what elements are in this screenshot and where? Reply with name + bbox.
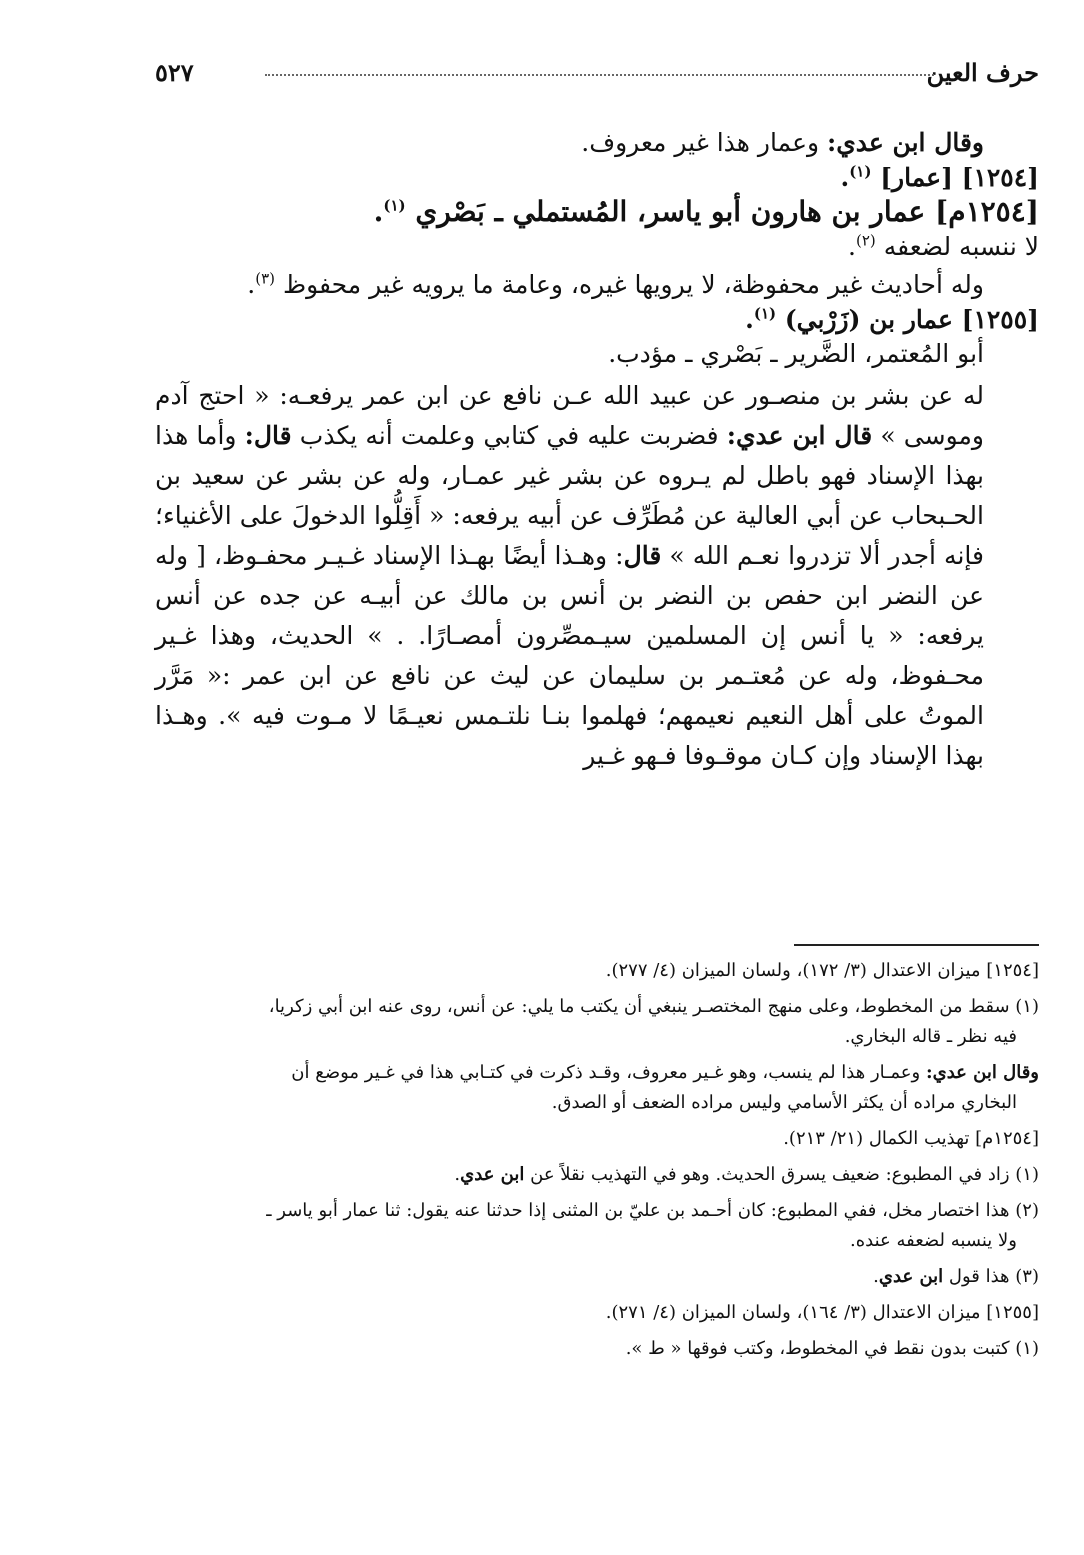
footnote-7-text: (٣) هذا قول — [943, 1266, 1039, 1287]
footnote-2-cont: فيه نظر ـ قاله البخاري. — [844, 1026, 1017, 1047]
page-number: ٥٢٧ — [155, 58, 194, 87]
entry-1254m-title: [١٢٥٤م] عمار بن هارون أبو ياسر، المُستملي ـ بَصْري — [415, 195, 1039, 228]
running-title: حرف العين — [926, 58, 1039, 87]
footnote-8: [١٢٥٥] ميزان الاعتدال (٣/ ١٦٤)، ولسان الميزان (٤/ ٢٧١). — [605, 1302, 1039, 1323]
footnote-3-bold: وقال ابن عدي: — [925, 1062, 1039, 1083]
entry-1254: [١٢٥٤] [عمار] $^{(١)}$. — [840, 162, 1039, 192]
main-line-7: أبو المُعتمر، الضَّرير ـ بَصْري ـ مؤدب. — [608, 339, 984, 368]
footnote-3 — [155, 1058, 1039, 1118]
entry-1254-title: [١٢٥٤] [عمار] — [880, 162, 1039, 192]
para-a: له عن بشر بن منصـور عن عبيد الله عـن نافع عن ابن عمر يرفعـه: « احتج آدم وموسى » — [155, 380, 984, 450]
footnote-5 — [155, 1160, 1039, 1190]
main-line-5: وله أحاديث غير محفوظة، لا يرويها غيره، وعامة ما يرويه غير محفوظ $^{(٣)}$. — [247, 269, 984, 299]
para-d: قال: — [244, 420, 292, 450]
footnote-5-end: . — [454, 1164, 461, 1185]
entry-1254m: [١٢٥٤م] عمار بن هارون أبو ياسر، المُستملي ـ بَصْري $^{(١)}$. — [373, 195, 1039, 228]
main-paragraph — [155, 376, 1039, 776]
footnote-6-text: (٢) هذا اختصار مخل، ففي المطبوع: كان أحـمد بن عليّ بن المثنى إذا حدثنا عنه يقول: ثنا عمار أبو ياسر ـ — [266, 1200, 1039, 1221]
footnote-6-cont: ولا ينسبه لضعفه عنده. — [849, 1230, 1017, 1251]
page-header — [155, 58, 1039, 98]
main-line-4: لا ننسبه لضعفه $^{(٢)}$. — [848, 231, 1039, 261]
main-line-4-note: (٢) — [855, 231, 876, 250]
para-f: قال — [623, 540, 662, 570]
speaker-label: وقال ابن عدي: — [827, 128, 984, 157]
entry-1255-note: (١) — [753, 304, 777, 323]
footnote-4: [١٢٥٤م] تهذيب الكمال (٢١/ ٢١٣). — [783, 1128, 1039, 1149]
main-text — [155, 126, 1039, 776]
footnote-7 — [155, 1262, 1039, 1292]
main-line-5-note: (٣) — [255, 269, 276, 288]
entry-1254-note: (١) — [849, 162, 872, 181]
footnote-2-text: (١) سقط من المخطوط، وعلى منهج المختصـر ينبغي أن يكتب ما يلي: عن أنس، روى عنه ابن أبي زكريا، — [268, 996, 1039, 1017]
main-line-4-text: لا ننسبه لضعفه — [883, 231, 1039, 261]
footnote-rule — [794, 944, 1039, 946]
footnote-2 — [155, 992, 1039, 1052]
entry-1255: [١٢٥٥] عمار بن (زَرْبي) $^{(١)}$. — [745, 304, 1039, 334]
footnote-5-bold: ابن عدي — [460, 1164, 525, 1185]
para-c: فضربت عليه في كتابي وعلمت أنه يكذب — [291, 420, 727, 450]
footnote-1: [١٢٥٤] ميزان الاعتدال (٣/ ١٧٢)، ولسان الميزان (٤/ ٢٧٧). — [605, 960, 1039, 981]
main-line-5-text: وله أحاديث غير محفوظة، لا يرويها غيره، وعامة ما يرويه غير محفوظ — [282, 270, 984, 299]
footnote-7-bold: ابن عدي — [878, 1266, 944, 1287]
para-b: قال ابن عدي: — [726, 420, 873, 450]
footnote-7-end: . — [873, 1266, 879, 1287]
entry-1255-title: [١٢٥٥] عمار بن (زَرْبي) — [784, 304, 1039, 334]
footnote-5-text: (١) زاد في المطبوع: ضعيف يسرق الحديث. وهو في التهذيب نقلاً عن — [524, 1164, 1039, 1185]
main-line-1-text: وعمار هذا غير معروف. — [581, 128, 828, 157]
footnote-9: (١) كتبت بدون نقط في المخطوط، وكتب فوقها « ط ». — [625, 1338, 1039, 1359]
entry-1254m-note: (١) — [383, 196, 406, 215]
footnotes — [155, 956, 1039, 1370]
footnote-6 — [155, 1196, 1039, 1256]
footnote-3-text: وعمـار هذا لم ينسب، وهو غـير معروف، وقـد ذكرت في كتـابي هذا في غـير موضع أن — [291, 1062, 926, 1083]
footnote-3-cont: البخاري مراده أن يكثر الأسامي وليس مراده الضعف أو الصدق. — [551, 1092, 1017, 1113]
header-dotted-rule — [265, 74, 934, 76]
main-line-1 — [155, 126, 1039, 161]
para-g: : وهـذا أيضًا بهـذا الإسناد غـيـر محفـوظ، [ وله عن النضر ابن حفص بن النضر بن أنس بن مالك عن أبيـه عن جده عن أنس يرفعه: « يا أنس إن المسلمين سيـمصِّرون أمصـارًا. . » الحديث، وهذا غـير محـفوظ، وله عن مُعتـمر بن سليمان عن ليث عن نافع عن ابن عمر :« مَرَّر الموتُ على أهل النعيم نعيمهم؛ فهلموا بنـا نلتـمس نعيـمًا لا مـوت فيه ». وهـذا بهذا الإسناد وإن كـان موقـوفا فـهو غـير — [155, 540, 984, 770]
para-e: وأما هذا بهذا الإسناد فهو باطل لم يـروه عن بشر غير عمـار، وله عن بشر عن سعيد بن الحـبحاب عن أبي العالية عن مُطَرِّف عن أبيه يرفعه: « أَقِلُّوا الدخولَ على الأغنياء؛ فإنه أجدر ألا تزدروا نعـم الله » — [155, 420, 984, 570]
